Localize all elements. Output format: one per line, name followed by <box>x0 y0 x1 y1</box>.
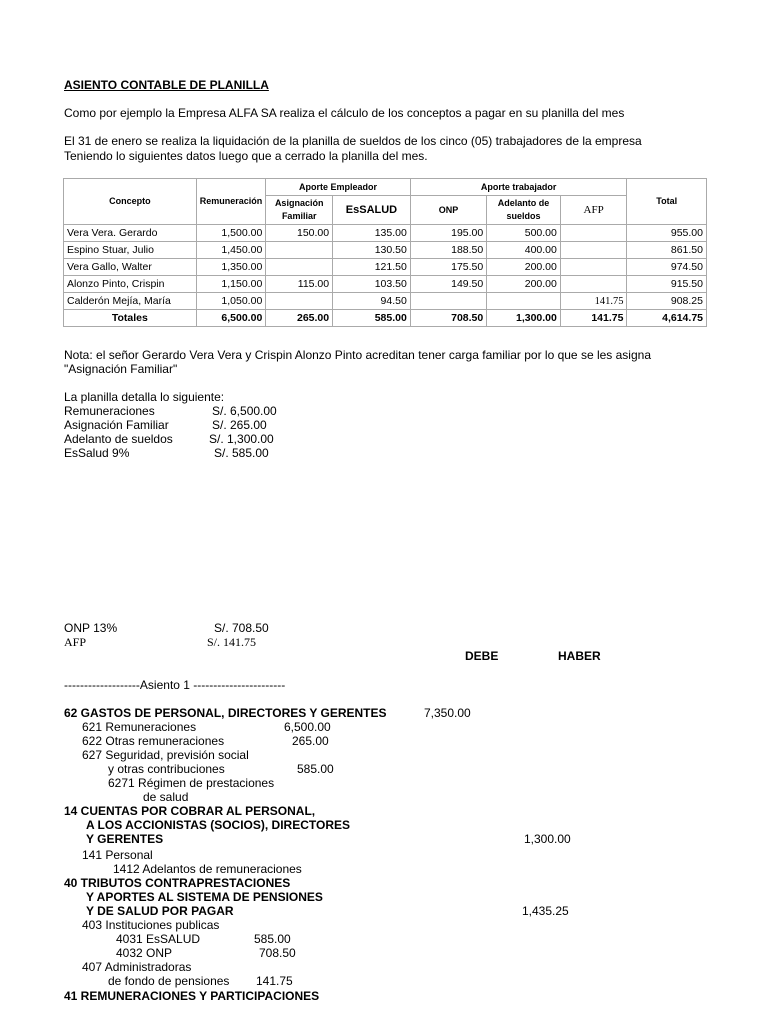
intro-paragraph-1: Como por ejemplo la Empresa ALFA SA realiza el cálculo de los conceptos a pagar en su planilla del mes <box>64 106 625 120</box>
total-total: 4,614.75 <box>627 310 707 327</box>
account-627-cont: y otras contribuciones <box>108 762 225 776</box>
cell-adelanto: 500.00 <box>487 225 561 242</box>
cell-afp <box>560 225 627 242</box>
account-6271-cont: de salud <box>143 790 189 804</box>
total-afp: 141.75 <box>560 310 627 327</box>
cell-onp: 195.00 <box>410 225 486 242</box>
page-title: ASIENTO CONTABLE DE PLANILLA <box>64 78 269 92</box>
cell-concepto: Calderón Mejía, María <box>64 293 197 310</box>
account-62: 62 GASTOS DE PERSONAL, DIRECTORES Y GERENTES <box>64 706 387 720</box>
cell-essalud: 94.50 <box>333 293 411 310</box>
total-asignacion: 265.00 <box>266 310 333 327</box>
account-4031: 4031 EsSALUD <box>116 932 201 946</box>
account-407-value: 141.75 <box>256 974 293 988</box>
cell-afp: 141.75 <box>560 293 627 310</box>
account-622: 622 Otras remuneraciones <box>82 734 225 748</box>
header-aporte-empleador: Aporte Empleador <box>266 179 411 196</box>
cell-essalud: 121.50 <box>333 259 411 276</box>
header-onp: ONP <box>410 196 486 225</box>
account-4032-value: 708.50 <box>259 946 296 960</box>
detalle-value: S/. 1,300.00 <box>209 432 274 446</box>
account-622-value: 265.00 <box>292 734 329 748</box>
cell-adelanto: 200.00 <box>487 276 561 293</box>
afp-value: S/. 141.75 <box>207 635 257 649</box>
account-40-haber: 1,435.25 <box>522 904 569 918</box>
totals-label: Totales <box>64 310 197 327</box>
totals-row <box>64 310 707 327</box>
cell-asignacion <box>266 293 333 310</box>
cell-adelanto <box>487 293 561 310</box>
account-407-cont: de fondo de pensiones <box>108 974 230 988</box>
detalle-label: Adelanto de sueldos <box>64 432 173 446</box>
account-4031-value: 585.00 <box>254 932 291 946</box>
header-adelanto: Adelanto de sueldos <box>487 196 561 225</box>
account-14-cont2: Y GERENTES <box>86 832 164 846</box>
cell-total: 908.25 <box>627 293 707 310</box>
cell-remuneracion: 1,350.00 <box>196 259 266 276</box>
table-row <box>64 225 707 242</box>
account-621-value: 6,500.00 <box>284 720 331 734</box>
header-remuneracion: Remuneración <box>196 179 266 225</box>
cell-concepto: Alonzo Pinto, Crispin <box>64 276 197 293</box>
detalle-label: Remuneraciones <box>64 404 155 418</box>
cell-onp <box>410 293 486 310</box>
asiento-label: -------------------Asiento 1 ----------------------- <box>64 678 286 692</box>
account-403: 403 Instituciones publicas <box>82 918 220 932</box>
table-row <box>64 242 707 259</box>
account-14-haber: 1,300.00 <box>524 832 571 846</box>
cell-remuneracion: 1,150.00 <box>196 276 266 293</box>
table-row <box>64 293 707 310</box>
cell-essalud: 135.00 <box>333 225 411 242</box>
account-141: 141 Personal <box>82 848 153 862</box>
cell-onp: 175.50 <box>410 259 486 276</box>
account-40-cont: Y APORTES AL SISTEMA DE PENSIONES <box>86 890 323 904</box>
haber-header: HABER <box>558 649 601 663</box>
account-41: 41 REMUNERACIONES Y PARTICIPACIONES <box>64 989 320 1003</box>
cell-afp <box>560 242 627 259</box>
total-onp: 708.50 <box>410 310 486 327</box>
account-14-cont: A LOS ACCIONISTAS (SOCIOS), DIRECTORES <box>86 818 351 832</box>
account-407: 407 Administradoras <box>82 960 192 974</box>
account-14: 14 CUENTAS POR COBRAR AL PERSONAL, <box>64 804 316 818</box>
detalle-value: S/. 585.00 <box>214 446 269 460</box>
account-627: 627 Seguridad, previsión social <box>82 748 249 762</box>
detalle-label: Asignación Familiar <box>64 418 169 432</box>
cell-asignacion <box>266 259 333 276</box>
detalle-value: S/. 6,500.00 <box>212 404 277 418</box>
header-aporte-trabajador: Aporte trabajador <box>410 179 627 196</box>
total-essalud: 585.00 <box>333 310 411 327</box>
account-40-cont2: Y DE SALUD POR PAGAR <box>86 904 234 918</box>
header-total: Total <box>627 179 707 225</box>
nota-line-1: Nota: el señor Gerardo Vera Vera y Crispin Alonzo Pinto acreditan tener carga familiar por lo que se les asigna <box>64 348 651 362</box>
afp-label: AFP <box>64 635 87 649</box>
table-row <box>64 276 707 293</box>
cell-concepto: Vera Vera. Gerardo <box>64 225 197 242</box>
account-6271: 6271 Régimen de prestaciones <box>108 776 275 790</box>
header-afp: AFP <box>560 196 627 225</box>
detalle-value: S/. 265.00 <box>212 418 267 432</box>
total-adelanto: 1,300.00 <box>487 310 561 327</box>
nota-line-2: "Asignación Familiar" <box>64 362 178 376</box>
cell-adelanto: 400.00 <box>487 242 561 259</box>
cell-total: 915.50 <box>627 276 707 293</box>
detalle-label: EsSalud 9% <box>64 446 130 460</box>
cell-asignacion: 115.00 <box>266 276 333 293</box>
intro-paragraph-2: El 31 de enero se realiza la liquidación de la planilla de sueldos de los cinco (05) trabajadores de la empresa <box>64 134 642 148</box>
cell-onp: 188.50 <box>410 242 486 259</box>
onp-value: S/. 708.50 <box>214 621 269 635</box>
cell-total: 955.00 <box>627 225 707 242</box>
account-621: 621 Remuneraciones <box>82 720 197 734</box>
cell-afp <box>560 276 627 293</box>
header-essalud: EsSALUD <box>333 196 411 225</box>
cell-concepto: Vera Gallo, Walter <box>64 259 197 276</box>
total-remuneracion: 6,500.00 <box>196 310 266 327</box>
cell-afp <box>560 259 627 276</box>
onp-label: ONP 13% <box>64 621 118 635</box>
debe-header: DEBE <box>465 649 499 663</box>
header-concepto: Concepto <box>64 179 197 225</box>
account-1412: 1412 Adelantos de remuneraciones <box>113 862 302 876</box>
cell-total: 974.50 <box>627 259 707 276</box>
cell-total: 861.50 <box>627 242 707 259</box>
account-62-debe: 7,350.00 <box>424 706 471 720</box>
cell-adelanto: 200.00 <box>487 259 561 276</box>
detalle-intro: La planilla detalla lo siguiente: <box>64 390 225 404</box>
cell-remuneracion: 1,450.00 <box>196 242 266 259</box>
table-row <box>64 259 707 276</box>
account-627-value: 585.00 <box>297 762 334 776</box>
cell-essalud: 130.50 <box>333 242 411 259</box>
cell-onp: 149.50 <box>410 276 486 293</box>
account-40: 40 TRIBUTOS CONTRAPRESTACIONES <box>64 876 291 890</box>
cell-asignacion: 150.00 <box>266 225 333 242</box>
cell-remuneracion: 1,050.00 <box>196 293 266 310</box>
cell-asignacion <box>266 242 333 259</box>
cell-remuneracion: 1,500.00 <box>196 225 266 242</box>
account-4032: 4032 ONP <box>116 946 173 960</box>
cell-concepto: Espino Stuar, Julio <box>64 242 197 259</box>
cell-essalud: 103.50 <box>333 276 411 293</box>
header-asignacion: Asignación Familiar <box>266 196 333 225</box>
intro-paragraph-3: Teniendo lo siguientes datos luego que a cerrado la planilla del mes. <box>64 149 428 163</box>
payroll-table <box>63 178 707 327</box>
